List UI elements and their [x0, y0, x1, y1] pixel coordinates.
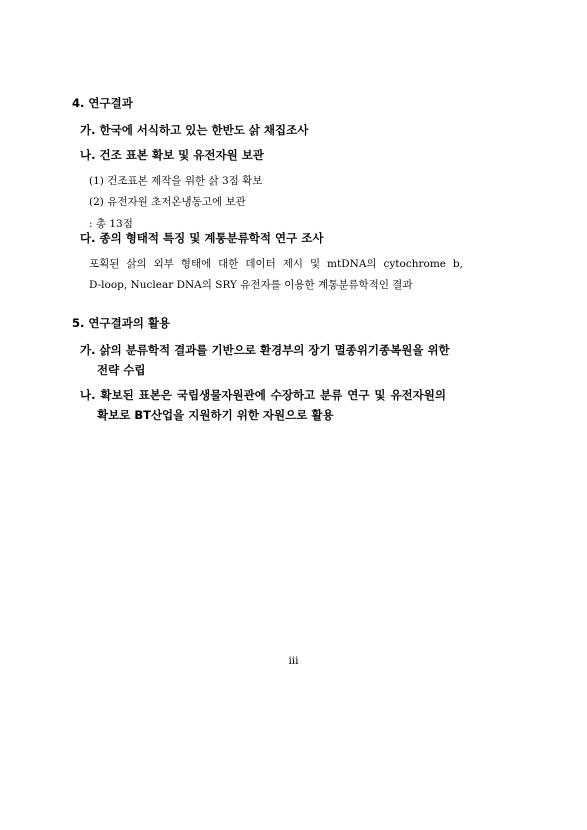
- subsection-title-continuation: 전략 수립: [97, 363, 146, 377]
- subsection-title-restoration-strategy: 가. 삵의 분류학적 결과를 기반으로 환경부의 장기 멸종위기종복원을 위한: [80, 343, 450, 357]
- paragraph-line: 포획된 삵의 외부 형태에 대한 데이터 제시 및 mtDNA의 cytochrome b,: [89, 258, 463, 270]
- section-title-application: 5. 연구결과의 활용: [72, 316, 171, 330]
- section-title-research-results: 4. 연구결과: [72, 96, 133, 110]
- subsection-title-morphology-phylogeny: 다. 종의 형태적 특징 및 계통분류학적 연구 조사: [80, 231, 324, 245]
- subsection-title-specimen-storage: 나. 건조 표본 확보 및 유전자원 보관: [80, 148, 264, 162]
- subsection-title-continuation: 확보로 BT산업을 지원하기 위한 자원으로 활용: [97, 408, 334, 422]
- subsection-title-specimen-utilization: 나. 확보된 표본은 국립생물자원관에 수장하고 분류 연구 및 유전자원의: [80, 388, 446, 402]
- page-number: iii: [288, 655, 299, 667]
- paragraph-line: D-loop, Nuclear DNA의 SRY 유전자를 이용한 계통분류학적인 결과: [89, 279, 413, 291]
- subsection-title-field-survey: 가. 한국에 서식하고 있는 한반도 삵 채집조사: [80, 123, 309, 137]
- list-item: (2) 유전자원 초저온냉동고에 보관: [89, 196, 246, 208]
- list-item: (1) 건조표본 제작을 위한 삵 3점 확보: [89, 175, 263, 187]
- list-item: : 총 13점: [89, 218, 133, 230]
